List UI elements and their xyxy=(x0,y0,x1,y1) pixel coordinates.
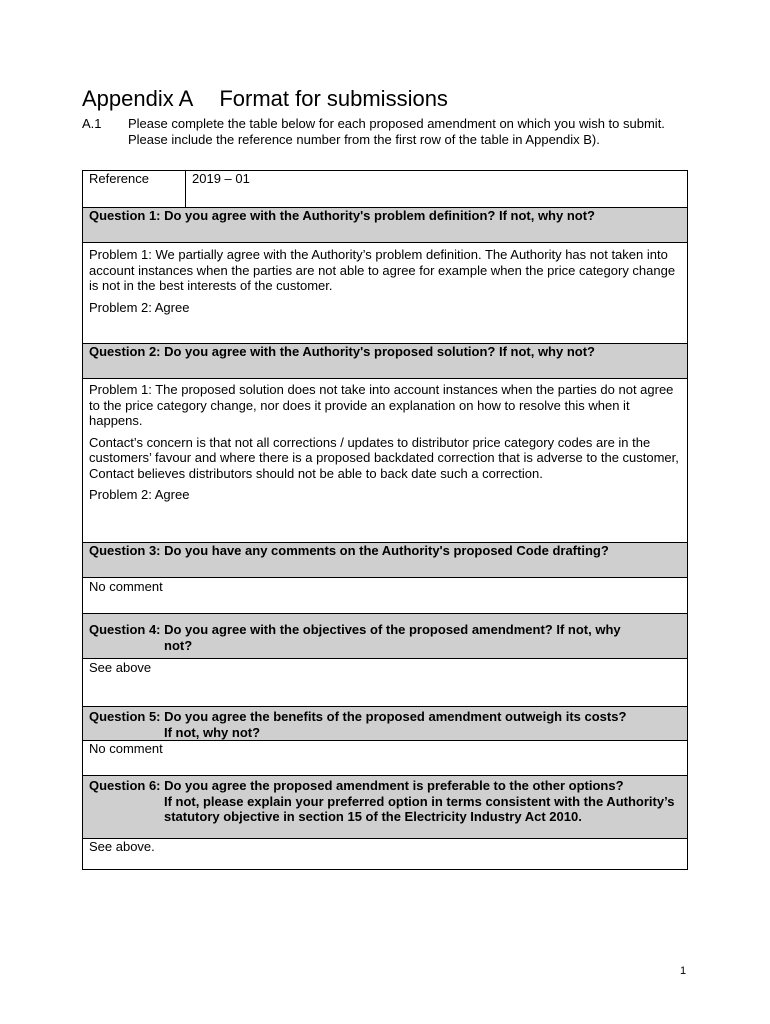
question-3: Question 3: Do you have any comments on the Authority's proposed Code drafting? xyxy=(83,543,688,578)
answer-row-6 xyxy=(83,839,688,870)
intro-text: Please complete the table below for each proposed amendment on which you wish to submit. Please include the reference number from the first row of the table in Appendix B). xyxy=(128,116,665,147)
question-row-5 xyxy=(83,707,688,741)
answer-4 xyxy=(83,659,688,707)
question-6 xyxy=(83,776,688,839)
answer-2-para-1: Problem 1: The proposed solution does not take into account instances when the parties do not agree to the price category change, nor does it provide an explanation on how to resolve this when it happens. xyxy=(89,382,674,428)
answer-5 xyxy=(83,741,688,776)
question-row-1 xyxy=(83,208,688,243)
question-5 xyxy=(83,707,688,741)
answer-2-para-3: Problem 2: Agree xyxy=(89,487,190,502)
answer-6-para-1: See above. xyxy=(89,839,155,854)
answer-2-para-2: Contact’s concern is that not all corrections / updates to distributor price category codes are in the customers’ favour and where there is a proposed backdated correction that is adverse to the customer, Contact believes distributors should not be able to back date such a correction. xyxy=(89,434,679,481)
question-4-line-2: not? xyxy=(164,637,193,653)
answer-1-para-1: Problem 1: We partially agree with the Authority’s problem definition. The Authority has not taken into account instances when the parties are not able to agree for example when the price category change is not in the best interests of the customer. xyxy=(89,247,676,293)
question-5-line-2: If not, why not? xyxy=(164,724,261,740)
question-6-line-2: If not, please explain your preferred option in terms consistent with the Authority’s statutory objective in section 15 of the Electricity Industry Act 2010. xyxy=(164,793,675,824)
question-4-line-1: Question 4: Do you agree with the objectives of the proposed amendment? If not, why xyxy=(89,622,621,637)
question-4 xyxy=(83,614,688,659)
intro-paragraph xyxy=(82,116,692,147)
page-number: 1 xyxy=(680,965,687,977)
question-row-3 xyxy=(83,543,688,578)
question-2: Question 2: Do you agree with the Authority's proposed solution? If not, why not? xyxy=(83,344,688,379)
reference-value: 2019 – 01 xyxy=(186,171,688,208)
answer-row-2 xyxy=(83,379,688,543)
answer-6 xyxy=(83,839,688,870)
question-5-line-1: Question 5: Do you agree the benefits of the proposed amendment outweigh its costs? xyxy=(89,709,627,724)
question-row-2 xyxy=(83,344,688,379)
question-row-6 xyxy=(83,776,688,839)
answer-2 xyxy=(83,379,688,543)
answer-row-5 xyxy=(83,741,688,776)
appendix-label: Appendix A xyxy=(82,86,194,111)
answer-row-3 xyxy=(83,578,688,614)
answer-5-para-1: No comment xyxy=(89,741,163,756)
answer-3 xyxy=(83,578,688,614)
submission-table xyxy=(82,170,688,870)
appendix-title xyxy=(82,86,448,112)
question-1: Question 1: Do you agree with the Authority's problem definition? If not, why not? xyxy=(83,208,688,243)
reference-label: Reference xyxy=(83,171,186,208)
answer-4-para-1: See above xyxy=(89,660,152,675)
question-row-4 xyxy=(83,614,688,659)
answer-row-4 xyxy=(83,659,688,707)
answer-1 xyxy=(83,243,688,344)
answer-3-para-1: No comment xyxy=(89,579,163,594)
answer-1-para-2: Problem 2: Agree xyxy=(89,299,190,315)
reference-row xyxy=(83,171,688,208)
answer-row-1 xyxy=(83,243,688,344)
question-6-line-1: Question 6: Do you agree the proposed amendment is preferable to the other options? xyxy=(89,778,624,793)
intro-number: A.1 xyxy=(82,116,102,131)
appendix-heading: Format for submissions xyxy=(219,86,448,111)
